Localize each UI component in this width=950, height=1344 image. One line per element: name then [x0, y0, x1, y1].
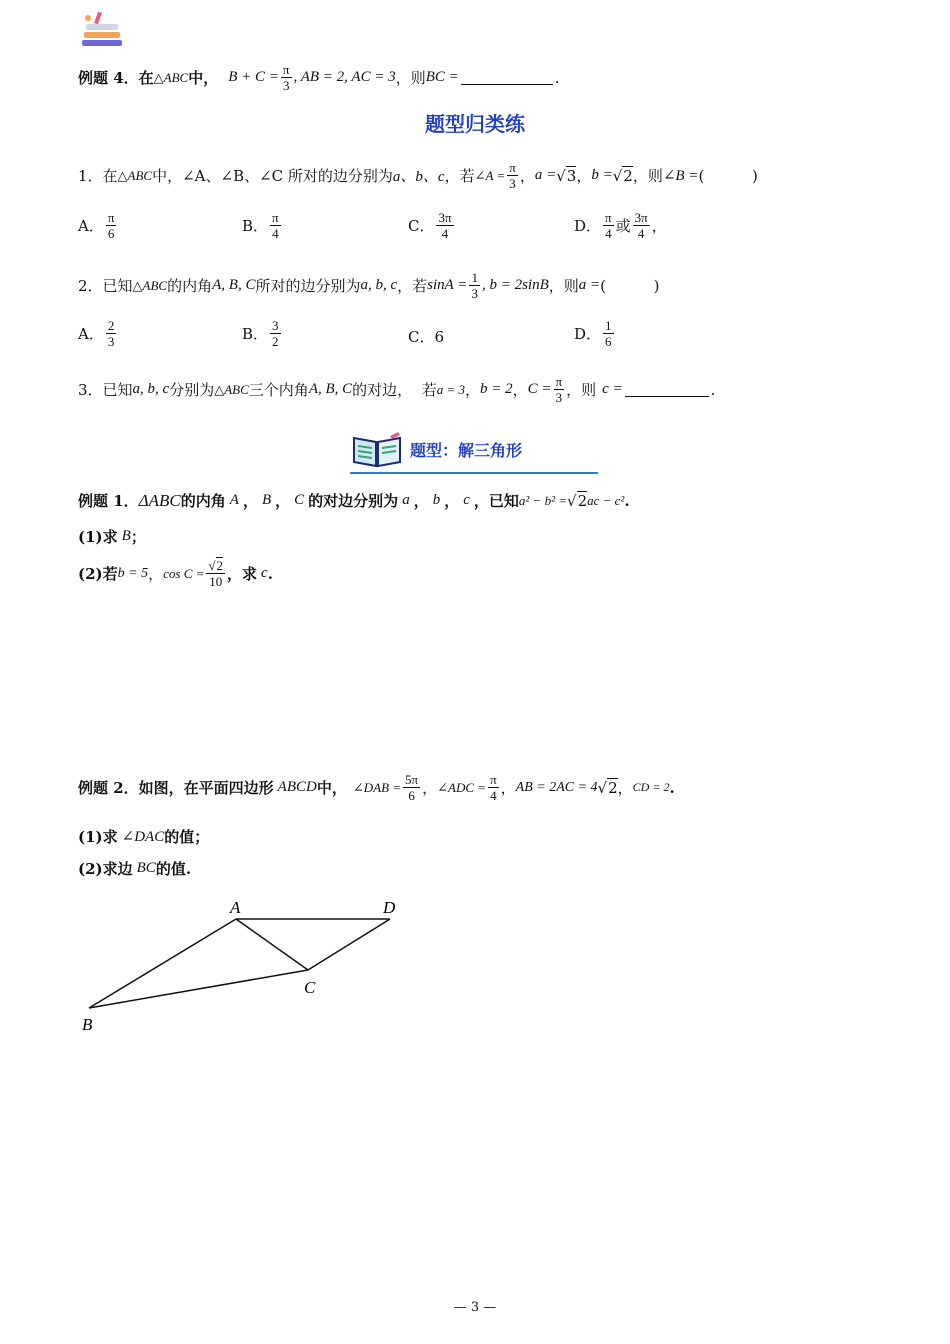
q3-c-eq: C =: [527, 381, 552, 397]
example4-label: 例题 4．在: [78, 69, 154, 87]
q3-stem-b: 分别为: [169, 381, 215, 399]
q1-option-c[interactable]: C． $\frac{3\pi}{4}$: [408, 210, 452, 241]
ex1-t1: 的内角: [180, 492, 226, 510]
ex1-part2: (2)若 b = 5 ， cos C = $\frac{√2}{10}$ ，求 c .: [78, 558, 273, 589]
ex1-sqrt2: 2: [577, 491, 588, 510]
q3-stem-a: 3．已知: [78, 381, 133, 399]
ex2-part2: (2)求边 BC 的值.: [78, 860, 192, 878]
q2-triangle: △ABC: [132, 277, 168, 293]
q3-stem: 3．已知 a, b, c 分别为 △ABC 三个内角 A, B, C 的对边， 若 a = 3 ， b = 2 ， C = $\frac{\pi}{3}$ ，则 c = .: [78, 374, 716, 405]
q3-answer-blank: [625, 382, 709, 397]
q2-option-b[interactable]: B． $\frac{3}{2}$: [242, 318, 279, 349]
edge-ac: [236, 919, 308, 970]
q1-b-eq: b =: [591, 167, 613, 183]
ex1-formula-left: a² − b² =: [518, 492, 567, 508]
q3-then: ，则: [566, 381, 597, 399]
q2-paren: ( ): [600, 276, 660, 295]
quadrilateral-figure: [70, 895, 420, 1045]
ex2-quad: ABCD: [277, 779, 317, 795]
books-pencil-icon: [78, 10, 128, 50]
q1-option-b[interactable]: B． $\frac{\pi}{4}$: [242, 210, 279, 241]
q2-option-a[interactable]: A． $\frac{2}{3}$: [78, 318, 115, 349]
ex1-t2: 的对边分别为: [308, 492, 399, 510]
q3-stem-c: 三个内角: [248, 381, 309, 399]
q2-angles: A, B, C: [212, 277, 256, 293]
q2-option-d[interactable]: D． $\frac{1}{6}$: [574, 318, 612, 349]
q2-sinA: sinA =: [427, 277, 468, 293]
banner-divider: [350, 472, 598, 474]
q1-stem-a: 1．在: [78, 167, 118, 185]
q1-then: ，则: [632, 167, 663, 185]
q1-stem-b: 中，∠A、∠B、∠C 所对的边分别为: [152, 167, 393, 185]
q1-a-eq: a =: [534, 167, 557, 183]
q1-angB: ∠B =: [662, 168, 699, 184]
q2-stem-a: 2．已知: [78, 277, 133, 295]
ex1-stem: 例题 1． ΔABC 的内角 A ， B ， C 的对边分别为 a ， b ， c ，已知 a² − b² = √2 ac − c² .: [78, 490, 630, 510]
q2-stem-b: 的内角: [167, 277, 213, 295]
q2-sides: a, b, c: [360, 277, 398, 293]
open-book-icon: [350, 430, 404, 470]
q2-option-c[interactable]: C． 6: [408, 327, 445, 346]
vertex-label-b: B: [82, 1015, 93, 1034]
q3-a-eq: a = 3: [436, 381, 465, 397]
page-number: — 3 —: [453, 1300, 497, 1315]
example4-expr1: B + C =: [228, 69, 279, 85]
ex1-triangle: ΔABC: [138, 490, 181, 510]
q1-angA: ∠A =: [474, 167, 506, 183]
example4-triangle: △ABC: [153, 69, 189, 85]
vertex-label-d: D: [383, 898, 396, 917]
banner-text: 题型：解三角形: [410, 441, 523, 460]
ex2-label: 例题 2．如图，在平面四边形: [78, 779, 274, 797]
ex2-stem: 例题 2．如图，在平面四边形 ABCD 中， ∠DAB = $\frac{5\pi}{6}$ ， ∠ADC = $\frac{\pi}{4}$ ， AB = 2AC = 4 √2 ， CD = 2 .: [78, 772, 675, 803]
edge-bc: [89, 970, 308, 1008]
topic-banner: [350, 428, 600, 478]
q3-stem-d: 的对边， 若: [352, 381, 437, 399]
example4-line: [78, 62, 560, 93]
q1-sqrt2: 2: [623, 166, 633, 185]
example4-answer-blank: [461, 70, 553, 85]
q2-stem: [78, 270, 660, 301]
q2-fraction: $\frac{1}{3}$: [471, 270, 478, 301]
q1-fraction: $\frac{\pi}{3}$: [509, 160, 516, 191]
example4-end: .: [554, 68, 560, 87]
q2-stem-d: ，若: [397, 277, 428, 295]
example4-fraction: $\frac{\pi}{3}$: [282, 62, 290, 93]
q1-stem-c: ，若: [444, 167, 475, 185]
edge-dc: [308, 919, 390, 970]
section-title: 题型归类练: [425, 112, 525, 136]
vertex-label-c: C: [304, 978, 316, 997]
q2-a-eq: a =: [578, 277, 601, 293]
ex1-part1: (1)求 B ；: [78, 528, 146, 546]
example4-bc: BC =: [425, 69, 459, 85]
ex1-label: 例题 1．: [78, 492, 139, 510]
q3-angles: A, B, C: [308, 381, 353, 397]
vertex-label-a: A: [230, 898, 241, 917]
q1-sides: a、b、c: [392, 169, 445, 185]
example4-mid: 中，: [188, 69, 219, 87]
example4-expr2: , AB = 2, AC = 3: [293, 69, 396, 85]
q1-paren: ( ): [698, 166, 758, 185]
ex2-part1: (1)求 ∠DAC 的值；: [78, 828, 210, 846]
q1-stem: 1．在 △ABC 中，∠A、∠B、∠C 所对的边分别为 a、b、c ，若 ∠A = $\frac{\pi}{3}$ ， a = √3 ， b = √2 ，则 ∠B = ( ): [78, 160, 758, 191]
q3-b-eq: b = 2: [480, 381, 513, 397]
q1-triangle: △ABC: [117, 167, 153, 183]
q3-fraction: $\frac{\pi}{3}$: [555, 374, 563, 405]
q2-then: ，则: [548, 277, 579, 295]
q3-triangle: △ABC: [214, 381, 249, 397]
q1-option-a[interactable]: A． $\frac{\pi}{6}$: [78, 210, 115, 241]
ex1-t3: ，已知: [473, 492, 519, 510]
example4-then: ，则: [395, 69, 426, 87]
q2-stem-c: 所对的边分别为: [255, 277, 361, 295]
q3-c-ask: c =: [602, 381, 623, 397]
q1-sqrt3: 3: [566, 166, 577, 185]
q2-beq: , b = 2sinB: [481, 277, 549, 293]
ex1-formula-right: ac − c²: [587, 492, 625, 508]
q1-option-d[interactable]: D． $\frac{\pi}{4}$ 或 $\frac{3\pi}{4}$ ，: [574, 210, 667, 241]
q3-sides: a, b, c: [132, 381, 170, 397]
